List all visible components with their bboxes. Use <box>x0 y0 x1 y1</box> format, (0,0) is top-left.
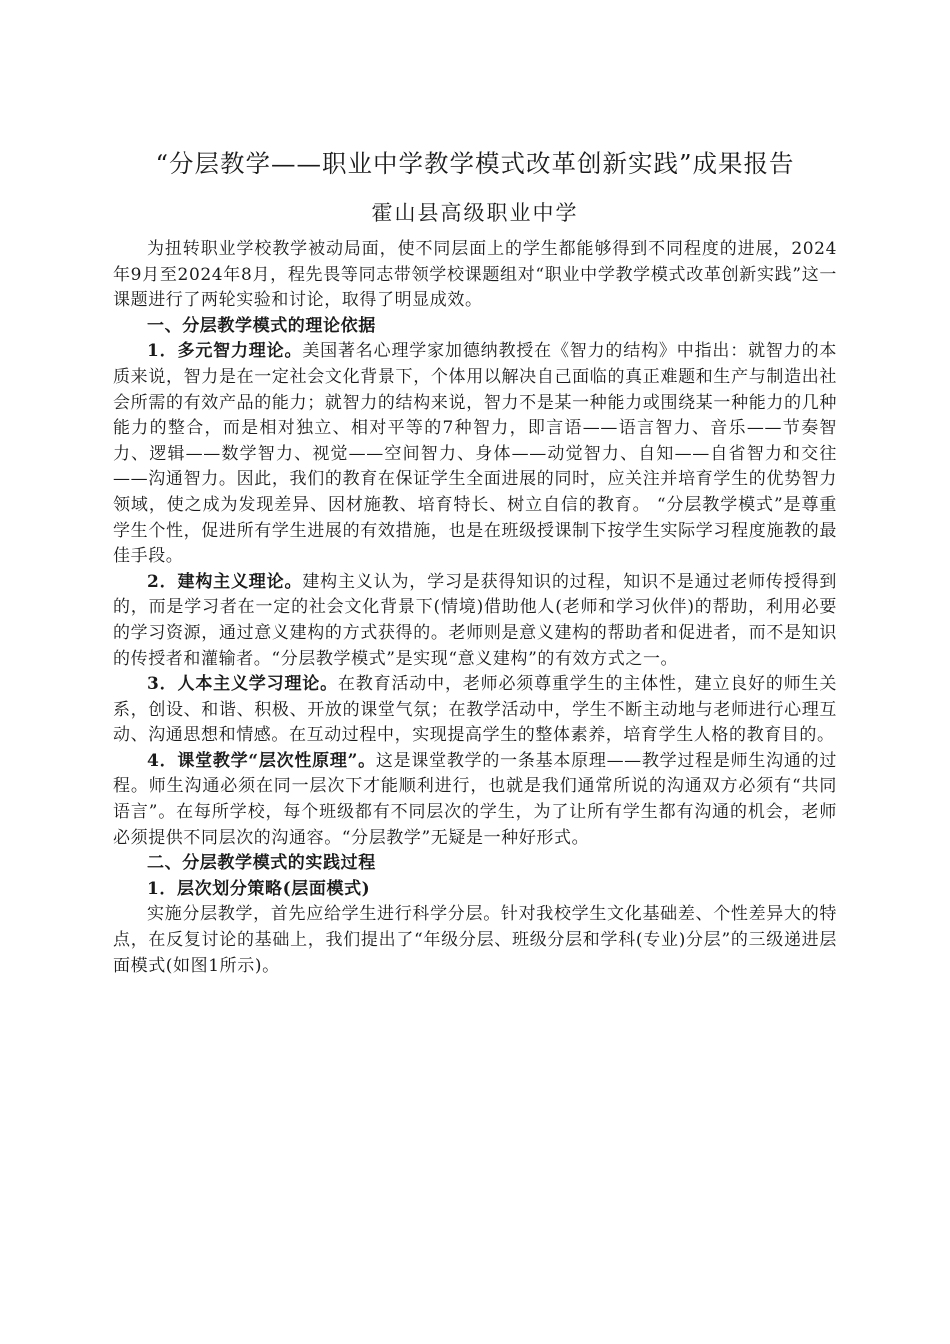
theory-3-paragraph <box>113 672 837 749</box>
theory-4-lead: 4．课堂教学“层次性原理”。 <box>147 750 376 771</box>
theory-1-paragraph <box>113 339 837 569</box>
school-name: 霍山县高级职业中学 <box>371 201 579 225</box>
theory-4-paragraph <box>113 749 837 851</box>
theory-3-lead: 3．人本主义学习理论。 <box>147 674 338 695</box>
practice-paragraph: 实施分层教学，首先应给学生进行科学分层。针对我校学生文化基础差、个性差异大的特点，在反复讨论的基础上，我们提出了“年级分层、班级分层和学科(专业)分层”的三级递进层面模式(如图1所示)。 <box>113 904 837 976</box>
theory-2-text: 建构主义认为，学习是获得知识的过程，知识不是通过老师传授得到的，而是学习者在一定的社会文化背景下(情境)借助他人(老师和学习伙伴)的帮助，利用必要的学习资源，通过意义建构的方式获得的。老师则是意义建构的帮助者和促进者，而不是知识的传授者和灌输者。“分层教学模式”是实现“意义建构”的有效方式之一。 <box>113 571 838 669</box>
subsection-1-heading: 1．层次划分策略(层面模式) <box>147 878 371 899</box>
theory-4-text: 这是课堂教学的一条基本原理——教学过程是师生沟通的过程。师生沟通必须在同一层次下才能顺利进行，也就是我们通常所说的沟通双方必须有“共同语言”。在每所学校，每个班级都有不同层次的学生，为了让所有学生都有沟通的机会，老师必须提供不同层次的沟通容。“分层教学”无疑是一种好形式。 <box>113 750 837 848</box>
theory-2-lead: 2．建构主义理论。 <box>147 571 303 592</box>
section-1-heading: 一、分层教学模式的理论依据 <box>147 315 376 336</box>
theory-3-text: 在教育活动中，老师必须尊重学生的主体性，建立良好的师生关系，创设、和谐、积极、开放的课堂气氛；在教学活动中，学生不断主动地与老师进行心理互动、沟通思想和情感。在互动过程中，实现提高学生的整体素养，培育学生人格的教育目的。 <box>113 674 837 746</box>
theory-1-text: 美国著名心理学家加德纳教授在《智力的结构》中指出：就智力的本质来说，智力是在一定社会文化背景下，个体用以解决自己面临的真正难题和生产与制造出社会所需的有效产品的能力；就智力的结构来说，智力不是某一种能力或围绕某一种能力的几种能力的整合，而是相对独立、相对平等的7种智力，即言语——语言智力、音乐——节奏智力、逻辑——数学智力、视觉——空间智力、身体——动觉智力、自知——自省智力和交往——沟通智力。因此，我们的教育在保证学生全面进展的同时，应关注并培育学生的优势智力领域，使之成为发现差异、因材施教、培育特长、树立自信的教育。 “分层教学模式”是尊重学生个性，促进所有学生进展的有效措施，也是在班级授课制下按学生实际学习程度施教的最佳手段。 <box>113 341 838 567</box>
document-body <box>113 237 837 979</box>
intro-paragraph: 为扭转职业学校教学被动局面，使不同层面上的学生都能够得到不同程度的进展，2024年9月至2024年8月，程先畏等同志带领学校课题组对“职业中学教学模式改革创新实践”这一课题进行了两轮实验和讨论，取得了明显成效。 <box>113 239 837 311</box>
theory-1-lead: 1．多元智力理论。 <box>147 341 303 362</box>
document-title: “分层教学——职业中学教学模式改革创新实践”成果报告 <box>155 149 795 178</box>
section-2-heading: 二、分层教学模式的实践过程 <box>147 853 376 874</box>
theory-2-paragraph <box>113 570 837 672</box>
